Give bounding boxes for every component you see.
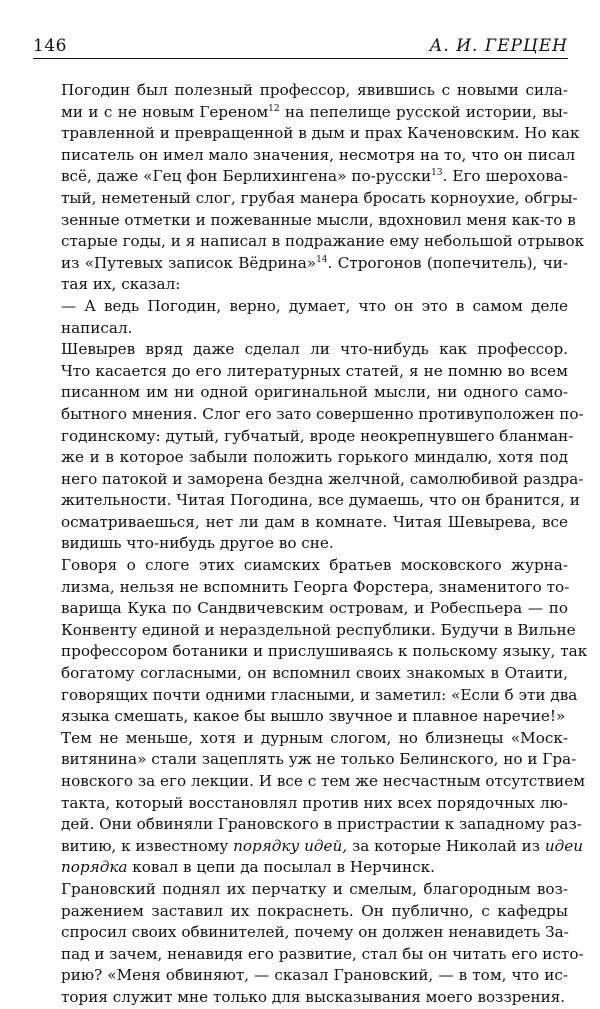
paragraph: [33, 80, 585, 296]
text-run: Грановский поднял их перчатку и смелым, благородным воз-: [61, 879, 568, 898]
text-run: из «Путевых записок Вëдрина»: [61, 253, 317, 272]
text-run: витию, к известному: [61, 836, 234, 855]
text-line: [33, 685, 578, 707]
text-run: лизма, нельзя не вспомнить Георга Форстера, знаменитого то-: [61, 577, 570, 596]
text-line: [33, 102, 568, 124]
text-line: [33, 879, 568, 901]
text-run: писатель он имел мало значения, несмотря на то, что он писал: [61, 145, 576, 164]
text-run: тория служит мне только для высказывания моего воззрения.: [61, 987, 566, 1006]
text-line: [33, 793, 568, 815]
text-run: рию? «Меня обвиняют, — сказал Грановский, — в том, что ис-: [61, 966, 568, 985]
text-line: [33, 836, 584, 858]
text-line: [33, 361, 568, 383]
text-run: травленной и превращенной в дым и прах Каченовским. Но как: [61, 124, 580, 143]
text-run: пад и зачем, ненавидя его развитие, стал бы он читать его исто-: [61, 944, 584, 963]
text-line: [33, 512, 568, 534]
text-run: всё, даже «Гец фон Берлихингена» по-русски: [61, 167, 432, 186]
paragraph: [33, 555, 588, 728]
text-run: такта, который восстановлял против них всех порядочных лю-: [61, 793, 568, 812]
text-run: тый, неметеный слог, грубая манера бросать корноухие, обгры-: [61, 188, 578, 207]
text-line: [33, 339, 568, 361]
text-line: [33, 922, 568, 944]
text-line: [33, 598, 568, 620]
text-line: [33, 663, 568, 685]
text-line: [33, 80, 568, 102]
text-line: [33, 728, 568, 750]
text-run: Говоря о слоге этих сиамских братьев московского журна-: [61, 556, 568, 575]
text-run: ми и с не новым Гереном: [61, 102, 269, 121]
text-line: [33, 901, 568, 923]
running-title: А. И. ГЕРЦЕН: [429, 36, 568, 56]
text-run: . Строгонов (попечитель), чи-: [327, 253, 569, 272]
body-text: [33, 80, 588, 1009]
text-line: [33, 706, 568, 728]
text-run: спросил своих обвинителей, почему он должен ненавидеть За-: [61, 923, 569, 942]
text-run: бытного мнения. Слог его зато совершенно противуположен по-: [61, 404, 584, 423]
text-line: [33, 469, 584, 491]
text-run: за которые Николай из: [347, 836, 545, 855]
italic-run: идеи: [544, 836, 584, 855]
text-run: зенные отметки и пожеванные мысли, вдохновил меня как-то в: [61, 210, 576, 229]
text-run: тая их, сказал:: [61, 275, 181, 294]
text-line: [33, 210, 576, 232]
text-line: [33, 620, 576, 642]
page-number: 146: [33, 36, 67, 56]
text-line: [33, 123, 580, 145]
text-line: [33, 771, 586, 793]
text-run: языка смешать, какое бы вышло звучное и плавное наречие!»: [61, 707, 566, 726]
paragraph: [33, 879, 584, 1009]
text-run: написал.: [61, 318, 133, 337]
text-line: [33, 426, 574, 448]
text-run: него патокой и заморена бездна желчной, самолюбивой раздра-: [61, 469, 584, 488]
text-run: же и в которое забыли положить горького миндалю, хотя под: [61, 448, 568, 467]
text-line: [33, 166, 568, 188]
text-run: . Его шероховa-: [442, 167, 568, 186]
text-line: [33, 382, 568, 404]
text-run: — А ведь Погодин, верно, думает, что он это в самом деле: [61, 296, 568, 315]
text-run: профессором ботаники и прислушиваясь к польскому языку, так: [61, 642, 588, 661]
text-line: [33, 814, 582, 836]
footnote-ref: 13: [431, 168, 443, 179]
text-run: жительности. Читая Погодина, все думаешь, что он бранится, и: [61, 491, 580, 510]
text-run: на пепелище русской истории, вы-: [279, 102, 568, 121]
text-run: ражением заставил их покраснеть. Он публично, с кафедры: [61, 901, 568, 920]
text-line: [33, 749, 577, 771]
text-line: [33, 296, 568, 318]
text-line: [33, 404, 584, 426]
text-line: [33, 533, 568, 555]
text-run: Что касается до его литературных статей, я не помню во всем: [61, 361, 568, 380]
text-run: писанном им ни одной оригинальной мысли, ни одного само-: [61, 383, 568, 402]
footnote-ref: 14: [316, 254, 328, 265]
book-page: [33, 34, 588, 1009]
text-run: старые годы, и я написал в подражание ему небольшой отрывок: [61, 232, 585, 251]
text-run: Шевырев вряд даже сделал ли что-нибудь как профессор.: [61, 340, 568, 359]
text-line: [33, 577, 568, 599]
text-run: видишь что-нибудь другое во сне.: [61, 534, 334, 553]
text-line: [33, 447, 568, 469]
text-run: Конвенту единой и нераздельной республики. Будучи в Вильне: [61, 620, 576, 639]
text-line: [33, 145, 576, 167]
text-line: [33, 857, 568, 879]
text-run: богатому согласными, он вспомнил своих знакомых в Отаити,: [61, 664, 568, 683]
text-run: осматриваешься, нет ли дам в комнате. Читая Шевырева, все: [61, 512, 568, 531]
text-line: [33, 641, 588, 663]
text-run: Тем не меньше, хотя и дурным слогом, но близнецы «Моск-: [61, 728, 568, 747]
text-line: [33, 965, 568, 987]
text-line: [33, 944, 584, 966]
text-run: говорящих почти одними гласными, и заметил: «Если б эти два: [61, 685, 578, 704]
text-line: [33, 253, 568, 275]
text-run: витянина» стали зацеплять уж не только Белинского, но и Гра-: [61, 750, 577, 769]
text-line: [33, 987, 568, 1009]
italic-run: порядка: [61, 858, 128, 877]
page-header: [33, 34, 568, 60]
text-line: [33, 318, 568, 340]
text-line: [33, 274, 568, 296]
paragraph: [33, 728, 586, 879]
italic-run: порядку идей,: [233, 836, 348, 855]
paragraph: [33, 296, 568, 339]
text-run: новского за его лекции. И все с тем же несчастным отсутствием: [61, 772, 586, 790]
text-run: Погодин был полезный профессор, явившись с новыми сила-: [61, 81, 568, 99]
footnote-ref: 12: [268, 103, 280, 114]
text-run: дей. Они обвиняли Грановского в пристрастии к западному раз-: [61, 815, 582, 834]
text-line: [33, 555, 568, 577]
text-line: [33, 231, 585, 253]
text-line: [33, 490, 580, 512]
text-run: варища Кука по Сандвичевским островам, и Робеспьера — по: [61, 599, 568, 618]
header-rule: [33, 58, 568, 59]
text-run: годинскому: дутый, губчатый, вроде неокрепнувшего бланман-: [61, 426, 574, 445]
paragraph: [33, 339, 584, 555]
text-run: ковал в цепи да посылал в Нерчинск.: [127, 858, 435, 877]
text-line: [33, 188, 578, 210]
